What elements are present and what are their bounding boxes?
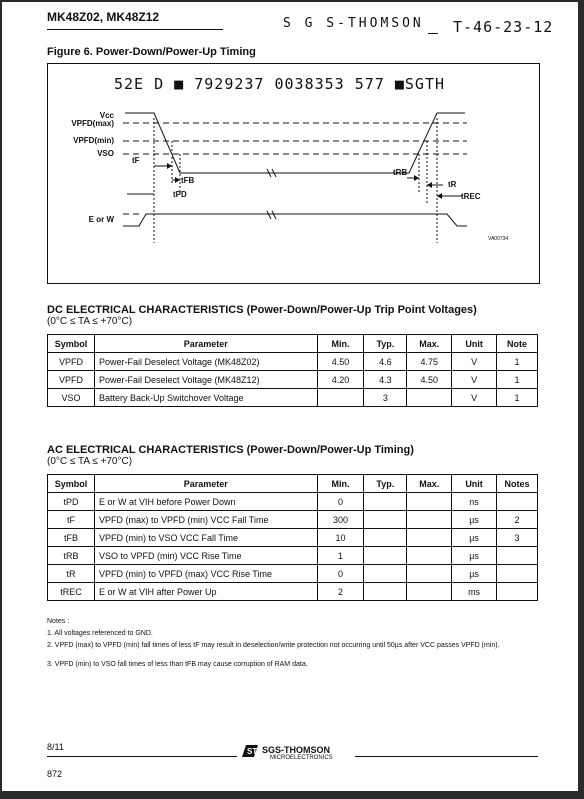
- table-cell: 1: [317, 547, 364, 565]
- table-cell: 3: [364, 389, 407, 407]
- table-cell: VSO: [48, 389, 95, 407]
- table-cell: V: [452, 353, 497, 371]
- table-cell: [496, 493, 537, 511]
- table-cell: µs: [452, 565, 497, 583]
- document-code: T-46-23-12: [453, 18, 554, 36]
- table-cell: 1: [497, 389, 538, 407]
- signal-label-vcc: Vcc: [99, 111, 114, 120]
- table-cell: tRB: [48, 547, 95, 565]
- dc-section-conditions: (0°C ≤ TA ≤ +70°C): [47, 316, 133, 327]
- table-cell: 4.50: [317, 353, 364, 371]
- table-cell: [364, 547, 407, 565]
- table-cell: [364, 529, 407, 547]
- signal-label-e-or-w: E or W: [88, 215, 114, 224]
- table-row: [48, 547, 538, 565]
- table-cell: [364, 565, 407, 583]
- table-cell: 0: [317, 493, 364, 511]
- table-row: [48, 565, 538, 583]
- table-cell: [407, 565, 452, 583]
- company-stamp: S G S-THOMSON: [283, 16, 424, 31]
- table-cell: 4.3: [364, 371, 407, 389]
- part-numbers: MK48Z02, MK48Z12: [47, 10, 160, 24]
- label-trb: tRB: [393, 168, 408, 177]
- table-cell: 3: [496, 529, 537, 547]
- table-row: [48, 511, 538, 529]
- column-header: Min.: [317, 335, 364, 353]
- column-header: Parameter: [94, 335, 317, 353]
- table-cell: Battery Back-Up Switchover Voltage: [94, 389, 317, 407]
- column-header: Max.: [407, 475, 452, 493]
- column-header: Symbol: [48, 475, 95, 493]
- table-cell: 10: [317, 529, 364, 547]
- lot-stamp: 52E D ■ 7929237 0038353 577 ■SGTH: [114, 75, 446, 93]
- notes-heading: Notes :: [47, 618, 70, 625]
- table-cell: [407, 547, 452, 565]
- header-rule: [47, 29, 223, 30]
- table-cell: 1: [497, 371, 538, 389]
- table-cell: 2: [317, 583, 364, 601]
- timing-diagram: [47, 63, 540, 284]
- table-cell: 300: [317, 511, 364, 529]
- label-tfb: tFB: [181, 176, 195, 185]
- table-cell: Power-Fail Deselect Voltage (MK48Z12): [94, 371, 317, 389]
- table-cell: 4.20: [317, 371, 364, 389]
- table-cell: [364, 511, 407, 529]
- table-cell: tFB: [48, 529, 95, 547]
- table-cell: µs: [452, 511, 497, 529]
- table-row: [48, 371, 538, 389]
- table-cell: VPFD (max) to VPFD (min) VCC Fall Time: [94, 511, 317, 529]
- table-cell: ms: [452, 583, 497, 601]
- table-cell: 2: [496, 511, 537, 529]
- table-row: [48, 389, 538, 407]
- header-dash: [428, 33, 438, 34]
- table-cell: [407, 529, 452, 547]
- table-cell: tF: [48, 511, 95, 529]
- signal-label-vpfd-max: VPFD(max): [71, 119, 114, 128]
- label-tpd: tPD: [173, 190, 187, 199]
- table-cell: tREC: [48, 583, 95, 601]
- company-logo-text: SGS-THOMSON: [262, 745, 331, 755]
- column-header: Note: [497, 335, 538, 353]
- column-header: Unit: [452, 335, 497, 353]
- dc-characteristics-table: [47, 334, 538, 407]
- table-cell: [407, 511, 452, 529]
- page-number: 872: [47, 769, 63, 779]
- note-1: 1. All voltages referenced to GND.: [47, 630, 153, 637]
- st-logo-icon: [240, 743, 260, 759]
- column-header: Max.: [407, 335, 452, 353]
- table-row: [48, 583, 538, 601]
- table-cell: [364, 583, 407, 601]
- label-trec: tREC: [461, 192, 481, 201]
- table-row: [48, 353, 538, 371]
- label-tf: tF: [132, 156, 140, 165]
- page-of: 8/11: [47, 742, 64, 752]
- label-tr: tR: [448, 180, 457, 189]
- table-cell: E or W at VIH before Power Down: [94, 493, 317, 511]
- column-header: Typ.: [364, 335, 407, 353]
- column-header: Unit: [452, 475, 497, 493]
- table-cell: V: [452, 389, 497, 407]
- table-cell: µs: [452, 547, 497, 565]
- table-cell: [407, 493, 452, 511]
- note-3: 3. VPFD (min) to VSO fall times of less than tFB may cause corruption of RAM data.: [47, 661, 308, 668]
- table-cell: [407, 583, 452, 601]
- note-2: 2. VPFD (max) to VPFD (min) fall times of less tF may result in deselection/write protection not occurring until 50µs after VCC passes VPFD (min).: [47, 642, 500, 649]
- table-row: [48, 493, 538, 511]
- table-cell: tR: [48, 565, 95, 583]
- column-header: Notes: [496, 475, 537, 493]
- table-cell: [496, 547, 537, 565]
- table-cell: µs: [452, 529, 497, 547]
- table-cell: 1: [497, 353, 538, 371]
- table-cell: 0: [317, 565, 364, 583]
- table-cell: VPFD (min) to VSO VCC Fall Time: [94, 529, 317, 547]
- table-cell: [317, 389, 364, 407]
- table-cell: [407, 389, 452, 407]
- table-cell: tPD: [48, 493, 95, 511]
- figure-title: Figure 6. Power-Down/Power-Up Timing: [47, 46, 256, 58]
- table-cell: [496, 565, 537, 583]
- footer-rule-right: [355, 756, 538, 757]
- ac-characteristics-table: [47, 474, 538, 601]
- column-header: Min.: [317, 475, 364, 493]
- table-cell: V: [452, 371, 497, 389]
- signal-label-vso: VSO: [97, 149, 114, 158]
- e-or-w-waveform: [123, 214, 467, 226]
- ac-section-conditions: (0°C ≤ TA ≤ +70°C): [47, 456, 133, 467]
- table-cell: VSO to VPFD (min) VCC Rise Time: [94, 547, 317, 565]
- column-header: Parameter: [94, 475, 317, 493]
- column-header: Typ.: [364, 475, 407, 493]
- signal-label-vpfd-min: VPFD(min): [73, 136, 114, 145]
- company-logo-subtext: MICROELECTRONICS: [270, 755, 333, 761]
- dc-table-body: [48, 353, 538, 407]
- footer-rule-left: [47, 756, 237, 757]
- svg-text:ST: ST: [247, 747, 258, 756]
- table-cell: [364, 493, 407, 511]
- table-cell: Power-Fail Deselect Voltage (MK48Z02): [94, 353, 317, 371]
- dc-section-title: DC ELECTRICAL CHARACTERISTICS (Power-Down/Power-Up Trip Point Voltages): [47, 304, 477, 316]
- table-cell: ns: [452, 493, 497, 511]
- table-cell: 4.6: [364, 353, 407, 371]
- table-cell: 4.50: [407, 371, 452, 389]
- vcc-waveform: [125, 113, 465, 173]
- table-cell: [496, 583, 537, 601]
- table-cell: VPFD: [48, 353, 95, 371]
- table-cell: 4.75: [407, 353, 452, 371]
- table-cell: E or W at VIH after Power Up: [94, 583, 317, 601]
- ac-table-body: [48, 493, 538, 601]
- ac-section-title: AC ELECTRICAL CHARACTERISTICS (Power-Down/Power-Up Timing): [47, 444, 414, 456]
- table-row: [48, 529, 538, 547]
- figure-id: VA00734: [488, 236, 509, 242]
- table-cell: VPFD: [48, 371, 95, 389]
- table-cell: VPFD (min) to VPFD (max) VCC Rise Time: [94, 565, 317, 583]
- column-header: Symbol: [48, 335, 95, 353]
